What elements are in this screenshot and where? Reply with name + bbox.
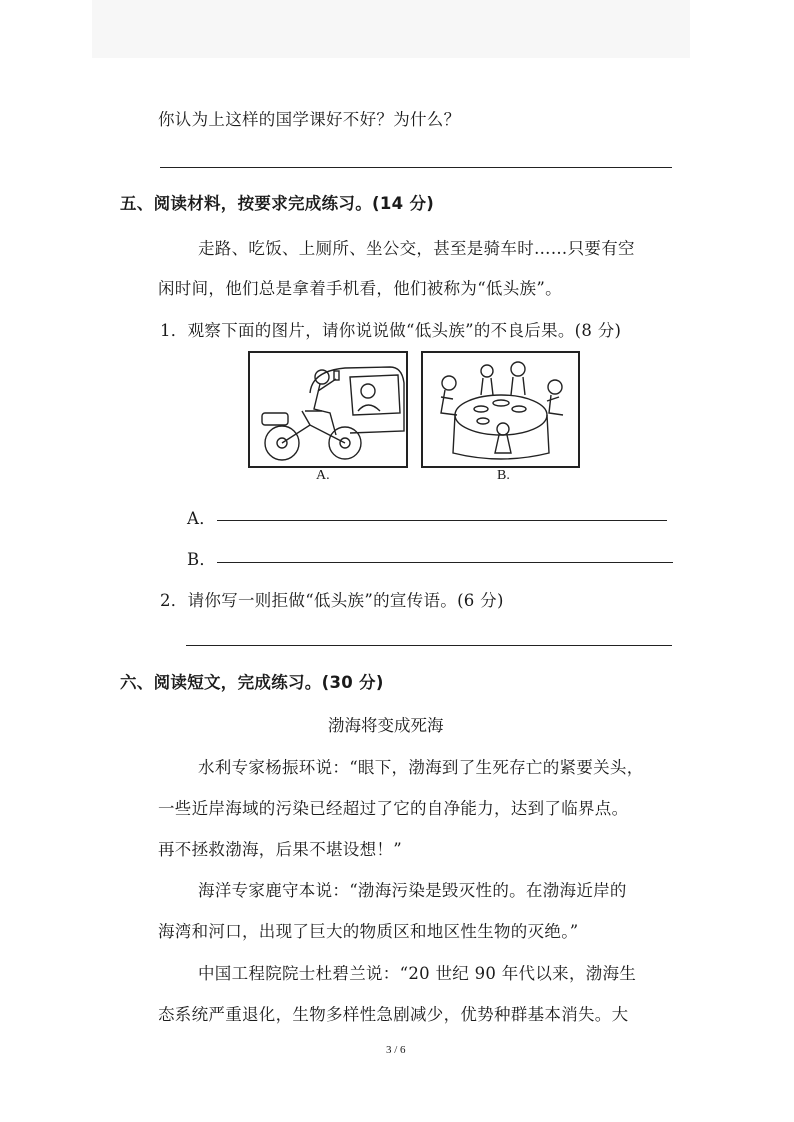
story-line: 中国工程院院士杜碧兰说：“20 世纪 90 年代以来，渤海生 bbox=[198, 964, 637, 983]
caption-a: A. bbox=[316, 468, 330, 483]
answer-a-line bbox=[217, 520, 667, 521]
answer-b-line bbox=[217, 562, 673, 563]
story-line: 水利专家杨振环说：“眼下，渤海到了生死存亡的紧要关头， bbox=[198, 758, 644, 777]
material-line-1: 走路、吃饭、上厕所、坐公交，甚至是骑车时……只要有空 bbox=[198, 239, 635, 258]
dinner-table-illustration bbox=[423, 353, 578, 466]
story-line: 海湾和河口，出现了巨大的物质区和地区性生物的灭绝。” bbox=[158, 922, 579, 941]
cyclist-illustration bbox=[250, 353, 406, 466]
story-line: 一些近岸海域的污染已经超过了它的自净能力，达到了临界点。 bbox=[158, 799, 629, 818]
section-5-heading: 五、阅读材料，按要求完成练习。(14 分) bbox=[120, 194, 435, 213]
answer-line bbox=[160, 167, 672, 168]
section-6-heading: 六、阅读短文，完成练习。(30 分) bbox=[120, 673, 384, 692]
story-title: 渤海将变成死海 bbox=[328, 716, 444, 735]
story-line: 态系统严重退化，生物多样性急剧减少，优势种群基本消失。大 bbox=[158, 1005, 629, 1024]
answer-a-label: A． bbox=[187, 509, 217, 528]
picture-a bbox=[248, 351, 408, 468]
question-2: 2．请你写一则拒做“低头族”的宣传语。(6 分) bbox=[160, 591, 504, 610]
answer-b-label: B． bbox=[187, 550, 217, 569]
answer-2-line bbox=[186, 645, 672, 646]
question-text: 你认为上这样的国学课好不好？为什么？ bbox=[158, 110, 461, 129]
page-number: 3 / 6 bbox=[386, 1044, 406, 1056]
picture-b bbox=[421, 351, 580, 468]
story-line: 再不拯救渤海，后果不堪设想！” bbox=[158, 840, 402, 859]
story-line: 海洋专家鹿守本说：“渤海污染是毁灭性的。在渤海近岸的 bbox=[198, 881, 627, 900]
question-1: 1．观察下面的图片，请你说说做“低头族”的不良后果。(8 分) bbox=[160, 321, 622, 340]
header-band bbox=[92, 0, 690, 58]
caption-b: B. bbox=[497, 468, 510, 483]
material-line-2: 闲时间，他们总是拿着手机看，他们被称为“低头族”。 bbox=[158, 279, 562, 298]
